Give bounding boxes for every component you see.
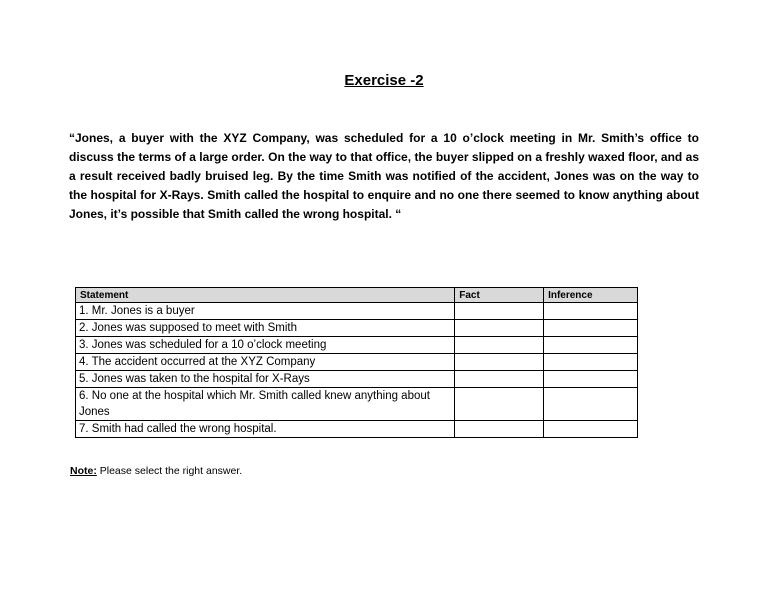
inference-cell[interactable] [544, 337, 638, 354]
fact-cell[interactable] [455, 371, 544, 388]
table-row [76, 320, 638, 337]
statement-cell: 3. Jones was scheduled for a 10 o’clock meeting [76, 337, 455, 354]
statement-cell: 5. Jones was taken to the hospital for X-Rays [76, 371, 455, 388]
fact-cell[interactable] [455, 388, 544, 421]
note [70, 465, 242, 477]
inference-cell[interactable] [544, 320, 638, 337]
inference-cell[interactable] [544, 371, 638, 388]
statement-cell: 4. The accident occurred at the XYZ Company [76, 354, 455, 371]
fact-cell[interactable] [455, 303, 544, 320]
statement-cell: 2. Jones was supposed to meet with Smith [76, 320, 455, 337]
passage-paragraph: “Jones, a buyer with the XYZ Company, was scheduled for a 10 o’clock meeting in Mr. Smith’s office to discuss the terms of a large order. On the way to that office, the buyer slipped on a freshly waxed floor, and as a result received badly bruised leg. By the time Smith was notified of the accident, Jones was on the way to the hospital for X-Rays. Smith called the hospital to enquire and no one there seemed to know anything about Jones, it’s possible that Smith called the wrong hospital. “ [69, 131, 699, 221]
fact-cell[interactable] [455, 337, 544, 354]
table-row [76, 421, 638, 438]
statement-cell: 7. Smith had called the wrong hospital. [76, 421, 455, 438]
header-inference: Inference [544, 288, 638, 303]
note-text: Please select the right answer. [96, 465, 243, 477]
statement-cell: 1. Mr. Jones is a buyer [76, 303, 455, 320]
statement-cell: 6. No one at the hospital which Mr. Smith called knew anything about Jones [76, 388, 455, 421]
table-row [76, 388, 638, 421]
table-row [76, 354, 638, 371]
inference-cell[interactable] [544, 388, 638, 421]
fact-cell[interactable] [455, 421, 544, 438]
inference-cell[interactable] [544, 303, 638, 320]
page-title: Exercise -2 [344, 72, 424, 89]
fact-cell[interactable] [455, 320, 544, 337]
inference-cell[interactable] [544, 421, 638, 438]
header-statement: Statement [76, 288, 455, 303]
table-row [76, 303, 638, 320]
fact-cell[interactable] [455, 354, 544, 371]
table-header-row [76, 288, 638, 303]
statement-table [75, 287, 638, 438]
note-label: Note: [70, 465, 97, 477]
table-row [76, 337, 638, 354]
inference-cell[interactable] [544, 354, 638, 371]
header-fact: Fact [455, 288, 544, 303]
table-row [76, 371, 638, 388]
